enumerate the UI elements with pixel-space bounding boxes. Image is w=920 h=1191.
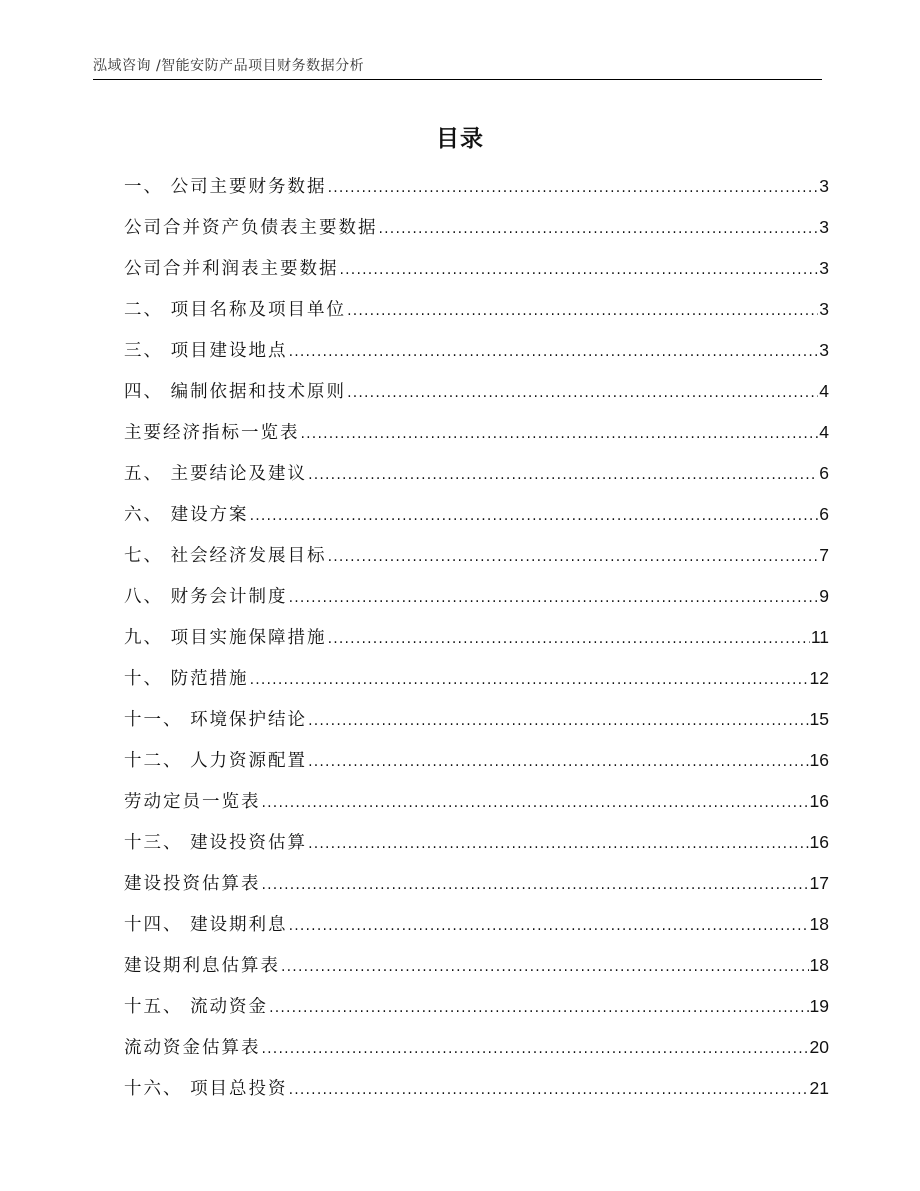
toc-entry-page-number: 7 (819, 545, 829, 565)
toc-entry-label: 十四、 建设期利息 (124, 915, 288, 935)
toc-leader-dots (308, 829, 808, 859)
toc-entry-label: 流动资金估算表 (124, 1038, 261, 1058)
toc-entry[interactable] (124, 704, 829, 745)
toc-entry-label: 八、 财务会计制度 (124, 587, 288, 607)
toc-entry-label: 建设期利息估算表 (124, 956, 280, 976)
toc-entry-label: 公司合并资产负债表主要数据 (124, 218, 378, 238)
page-title: 目录 (436, 126, 484, 152)
toc-entry-label: 六、 建设方案 (124, 505, 249, 525)
toc-entry-label: 十、 防范措施 (124, 669, 249, 689)
toc-entry-page-number: 3 (819, 176, 829, 196)
toc-leader-dots (379, 214, 819, 244)
toc-entry[interactable] (124, 540, 829, 581)
toc-entry-page-number: 9 (819, 586, 829, 606)
toc-entry-page-number: 3 (819, 340, 829, 360)
toc-entry-page-number: 4 (819, 381, 829, 401)
toc-leader-dots (347, 378, 818, 408)
toc-entry[interactable] (124, 950, 829, 991)
toc-entry[interactable] (124, 335, 829, 376)
toc-entry[interactable] (124, 786, 829, 827)
toc-entry[interactable] (124, 1032, 829, 1073)
toc-entry[interactable] (124, 991, 829, 1032)
toc-entry-page-number: 4 (819, 422, 829, 442)
toc-entry-label: 十五、 流动资金 (124, 997, 269, 1017)
toc-entry-label: 一、 公司主要财务数据 (124, 177, 327, 197)
toc-entry-page-number: 3 (819, 217, 829, 237)
toc-leader-dots (269, 993, 808, 1023)
toc-entry[interactable] (124, 1073, 829, 1114)
header-divider (93, 79, 822, 80)
toc-entry[interactable] (124, 417, 829, 458)
toc-leader-dots (281, 952, 809, 982)
toc-entry-page-number: 6 (819, 463, 829, 483)
toc-entry-label: 十六、 项目总投资 (124, 1079, 288, 1099)
toc-leader-dots (340, 255, 819, 285)
toc-entry-label: 十二、 人力资源配置 (124, 751, 308, 771)
toc-entry-page-number: 16 (809, 750, 829, 770)
toc-leader-dots (262, 1034, 809, 1064)
toc-entry-page-number: 16 (809, 832, 829, 852)
toc-leader-dots (328, 542, 819, 572)
toc-leader-dots (262, 788, 809, 818)
toc-entry[interactable] (124, 827, 829, 868)
toc-leader-dots (250, 501, 819, 531)
toc-entry-page-number: 6 (819, 504, 829, 524)
toc-entry[interactable] (124, 171, 829, 212)
toc-leader-dots (308, 460, 818, 490)
toc-entry-page-number: 3 (819, 258, 829, 278)
toc-entry-label: 三、 项目建设地点 (124, 341, 288, 361)
toc-entry-page-number: 21 (809, 1078, 829, 1098)
toc-leader-dots (289, 337, 819, 367)
toc-entry-label: 公司合并利润表主要数据 (124, 259, 339, 279)
toc-entry[interactable] (124, 212, 829, 253)
toc-leader-dots (262, 870, 809, 900)
toc-entry-page-number: 18 (809, 914, 829, 934)
toc-leader-dots (289, 1075, 809, 1105)
toc-leader-dots (308, 747, 808, 777)
toc-entry[interactable] (124, 663, 829, 704)
toc-entry-page-number: 17 (809, 873, 829, 893)
toc-entry-label: 七、 社会经济发展目标 (124, 546, 327, 566)
toc-entry[interactable] (124, 868, 829, 909)
toc-leader-dots (347, 296, 818, 326)
toc-entry-page-number: 12 (809, 668, 829, 688)
toc-leader-dots (289, 583, 819, 613)
toc-entry[interactable] (124, 376, 829, 417)
toc-entry-label: 五、 主要结论及建议 (124, 464, 308, 484)
toc-entry[interactable] (124, 253, 829, 294)
toc-entry-label: 十三、 建设投资估算 (124, 833, 308, 853)
toc-entry-label: 主要经济指标一览表 (124, 423, 300, 443)
toc-entry-page-number: 15 (809, 709, 829, 729)
toc-entry[interactable] (124, 581, 829, 622)
toc-entry-page-number: 18 (809, 955, 829, 975)
toc-leader-dots (289, 911, 809, 941)
toc-leader-dots (328, 624, 810, 654)
toc-entry-page-number: 20 (809, 1037, 829, 1057)
toc-entry-label: 四、 编制依据和技术原则 (124, 382, 347, 402)
toc-entry-label: 劳动定员一览表 (124, 792, 261, 812)
toc-entry[interactable] (124, 294, 829, 335)
toc-leader-dots (250, 665, 809, 695)
toc-entry-page-number: 16 (809, 791, 829, 811)
toc-entry-page-number: 19 (809, 996, 829, 1016)
toc-entry-label: 九、 项目实施保障措施 (124, 628, 327, 648)
toc-entry[interactable] (124, 622, 829, 663)
toc-leader-dots (328, 173, 819, 203)
table-of-contents (124, 171, 829, 1114)
toc-entry-page-number: 11 (810, 627, 829, 647)
page-header: 泓域咨询 /智能安防产品项目财务数据分析 (93, 58, 365, 74)
toc-leader-dots (301, 419, 819, 449)
toc-entry-label: 建设投资估算表 (124, 874, 261, 894)
toc-entry[interactable] (124, 909, 829, 950)
toc-entry[interactable] (124, 499, 829, 540)
toc-leader-dots (308, 706, 808, 736)
toc-entry[interactable] (124, 458, 829, 499)
toc-entry-label: 十一、 环境保护结论 (124, 710, 308, 730)
toc-entry-label: 二、 项目名称及项目单位 (124, 300, 347, 320)
toc-entry-page-number: 3 (819, 299, 829, 319)
toc-entry[interactable] (124, 745, 829, 786)
